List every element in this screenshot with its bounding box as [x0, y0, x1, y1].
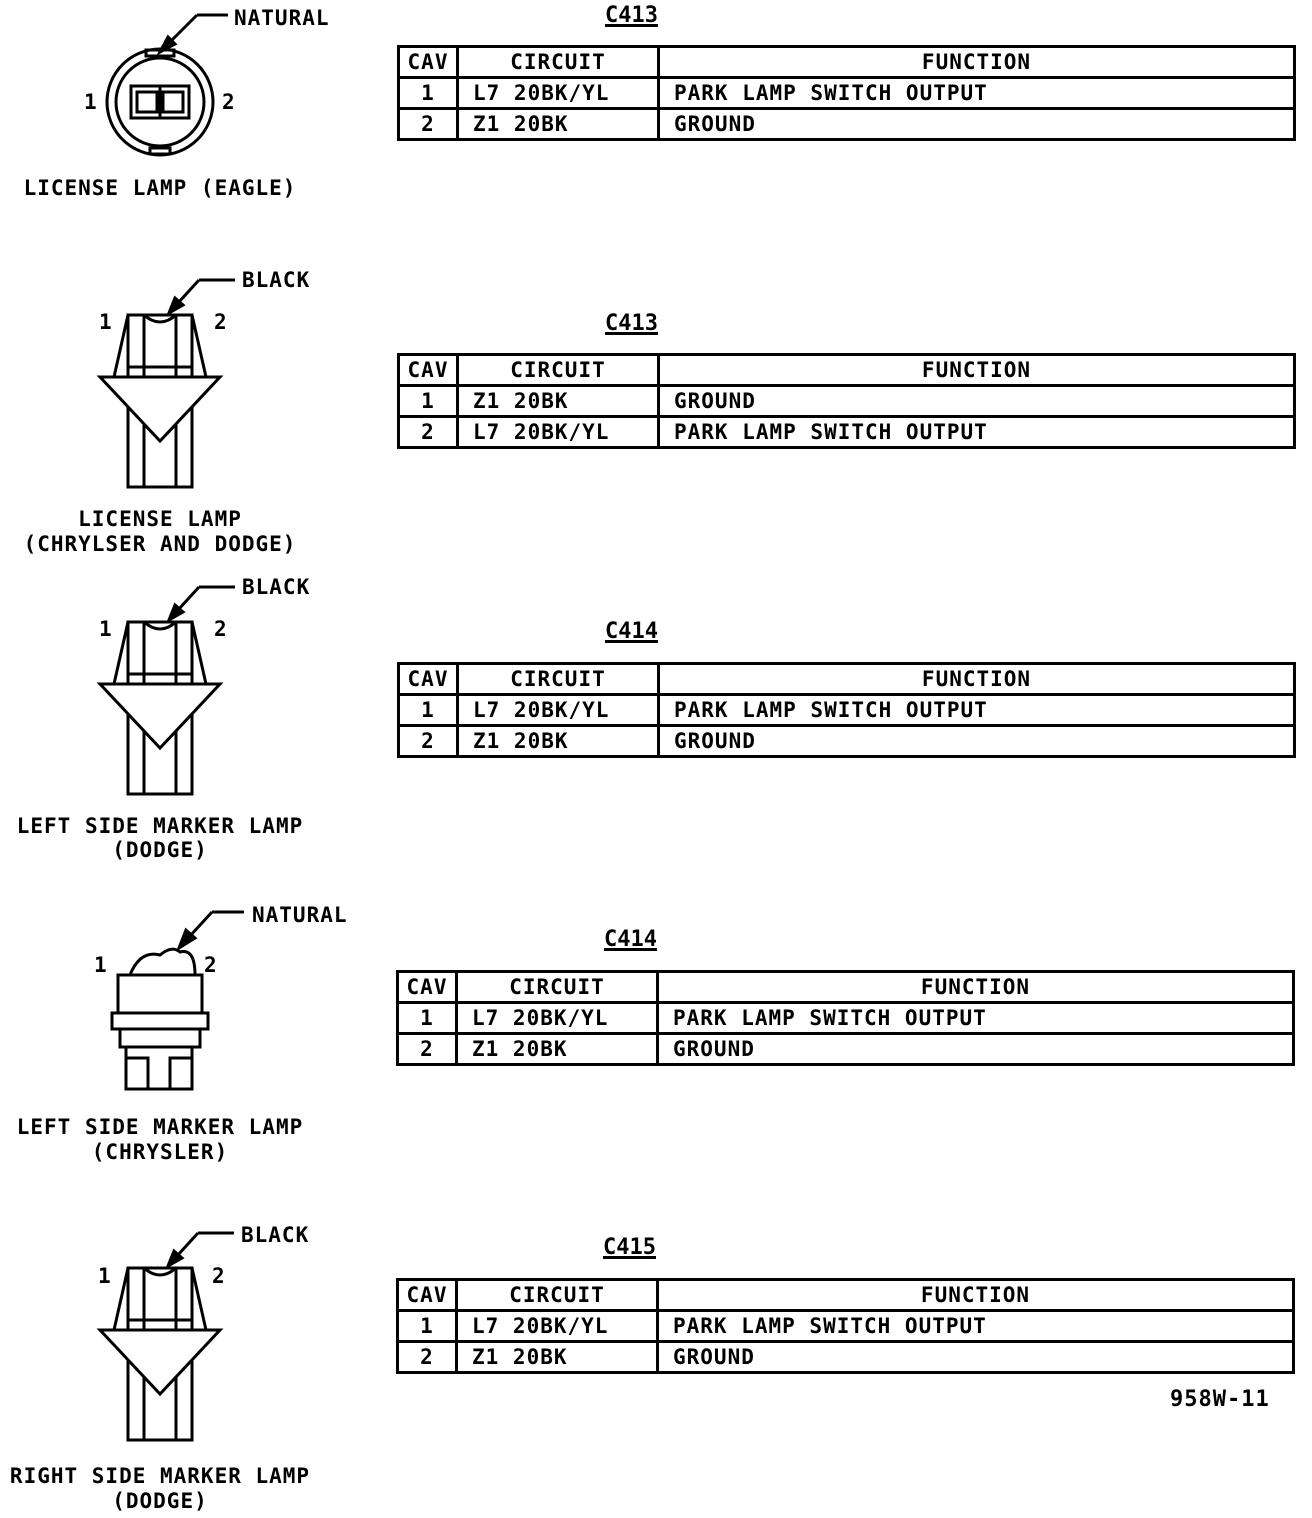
circuit-cell: Z1 20BK	[458, 109, 659, 140]
column-header-cav: CAV	[399, 355, 458, 386]
circuit-cell: Z1 20BK	[458, 386, 659, 417]
table-row	[399, 726, 1295, 757]
cav-cell: 2	[399, 109, 458, 140]
connector-name: LEFT SIDE MARKER LAMP	[16, 814, 304, 838]
column-header-cav: CAV	[399, 47, 458, 78]
color-label: NATURAL	[234, 6, 330, 30]
circuit-cell: L7 20BK/YL	[458, 417, 659, 448]
circuit-cell: Z1 20BK	[458, 726, 659, 757]
circuit-cell: L7 20BK/YL	[458, 695, 659, 726]
column-header-circuit: CIRCUIT	[458, 47, 659, 78]
pinout-table	[397, 662, 1296, 758]
function-cell: PARK LAMP SWITCH OUTPUT	[658, 1311, 1294, 1342]
circuit-cell: L7 20BK/YL	[457, 1003, 658, 1034]
table-header-row	[399, 355, 1295, 386]
circuit-cell: Z1 20BK	[457, 1342, 658, 1373]
cav-cell: 1	[399, 695, 458, 726]
color-label: NATURAL	[252, 903, 348, 927]
connector-name-sub: (DODGE)	[112, 1489, 208, 1513]
connector-name: LEFT SIDE MARKER LAMP	[16, 1115, 304, 1139]
function-cell: GROUND	[658, 1342, 1294, 1373]
circuit-cell: Z1 20BK	[457, 1034, 658, 1065]
pin-label-right: 2	[204, 953, 218, 977]
color-label: BLACK	[242, 575, 311, 599]
pin-label-right: 2	[222, 90, 236, 114]
pinout-table	[396, 1278, 1295, 1374]
connector-name-sub: (CHRYSLER)	[91, 1140, 229, 1164]
pin-label-left: 1	[99, 617, 113, 641]
connector-name: LICENSE LAMP	[78, 507, 242, 531]
cav-cell: 2	[398, 1034, 457, 1065]
table-header-row	[399, 664, 1295, 695]
pin-label-right: 2	[214, 310, 228, 334]
cav-cell: 2	[399, 417, 458, 448]
column-header-function: FUNCTION	[659, 664, 1295, 695]
function-cell: PARK LAMP SWITCH OUTPUT	[658, 1003, 1294, 1034]
table-row	[398, 1342, 1294, 1373]
function-cell: PARK LAMP SWITCH OUTPUT	[659, 78, 1295, 109]
cav-cell: 2	[398, 1342, 457, 1373]
column-header-cav: CAV	[398, 1280, 457, 1311]
column-header-function: FUNCTION	[659, 355, 1295, 386]
connector-id-title: C414	[605, 619, 658, 644]
table-row	[399, 78, 1295, 109]
table-row	[398, 1003, 1294, 1034]
color-label: BLACK	[241, 1223, 310, 1247]
pin-label-right: 2	[214, 617, 228, 641]
cav-cell: 2	[399, 726, 458, 757]
pin-label-left: 1	[94, 953, 108, 977]
function-cell: GROUND	[658, 1034, 1294, 1065]
pin-label-left: 1	[99, 310, 113, 334]
table-row	[399, 386, 1295, 417]
table-row	[398, 1311, 1294, 1342]
function-cell: PARK LAMP SWITCH OUTPUT	[659, 695, 1295, 726]
connector-name-sub: (CHRYLSER AND DODGE)	[23, 532, 297, 556]
table-header-row	[399, 47, 1295, 78]
table-row	[399, 109, 1295, 140]
function-cell: PARK LAMP SWITCH OUTPUT	[659, 417, 1295, 448]
pinout-table	[396, 970, 1295, 1066]
figure-id: 958W-11	[1170, 1387, 1270, 1412]
table-header-row	[398, 1280, 1294, 1311]
cav-cell: 1	[399, 386, 458, 417]
function-cell: GROUND	[659, 386, 1295, 417]
table-header-row	[398, 972, 1294, 1003]
table-row	[399, 417, 1295, 448]
connector-id-title: C414	[604, 927, 657, 952]
pin-label-right: 2	[212, 1264, 226, 1288]
connector-id-title: C413	[605, 3, 658, 28]
connector-name: RIGHT SIDE MARKER LAMP	[9, 1464, 311, 1488]
function-cell: GROUND	[659, 109, 1295, 140]
connector-id-title: C413	[605, 311, 658, 336]
pinout-table	[397, 45, 1296, 141]
socket-connector-icon	[112, 912, 244, 1089]
cav-cell: 1	[399, 78, 458, 109]
column-header-function: FUNCTION	[658, 972, 1294, 1003]
round-connector-icon	[107, 15, 228, 155]
cav-cell: 1	[398, 1003, 457, 1034]
pin-label-left: 1	[84, 90, 98, 114]
column-header-circuit: CIRCUIT	[457, 972, 658, 1003]
connector-name-sub: (DODGE)	[112, 838, 208, 862]
column-header-cav: CAV	[398, 972, 457, 1003]
column-header-cav: CAV	[399, 664, 458, 695]
column-header-function: FUNCTION	[659, 47, 1295, 78]
column-header-circuit: CIRCUIT	[457, 1280, 658, 1311]
color-label: BLACK	[242, 268, 311, 292]
table-row	[398, 1034, 1294, 1065]
table-row	[399, 695, 1295, 726]
cav-cell: 1	[398, 1311, 457, 1342]
pin-label-left: 1	[98, 1264, 112, 1288]
circuit-cell: L7 20BK/YL	[458, 78, 659, 109]
connector-id-title: C415	[603, 1235, 656, 1260]
column-header-circuit: CIRCUIT	[458, 355, 659, 386]
connector-name: LICENSE LAMP (EAGLE)	[23, 176, 297, 200]
function-cell: GROUND	[659, 726, 1295, 757]
pinout-table	[397, 353, 1296, 449]
column-header-function: FUNCTION	[658, 1280, 1294, 1311]
circuit-cell: L7 20BK/YL	[457, 1311, 658, 1342]
column-header-circuit: CIRCUIT	[458, 664, 659, 695]
